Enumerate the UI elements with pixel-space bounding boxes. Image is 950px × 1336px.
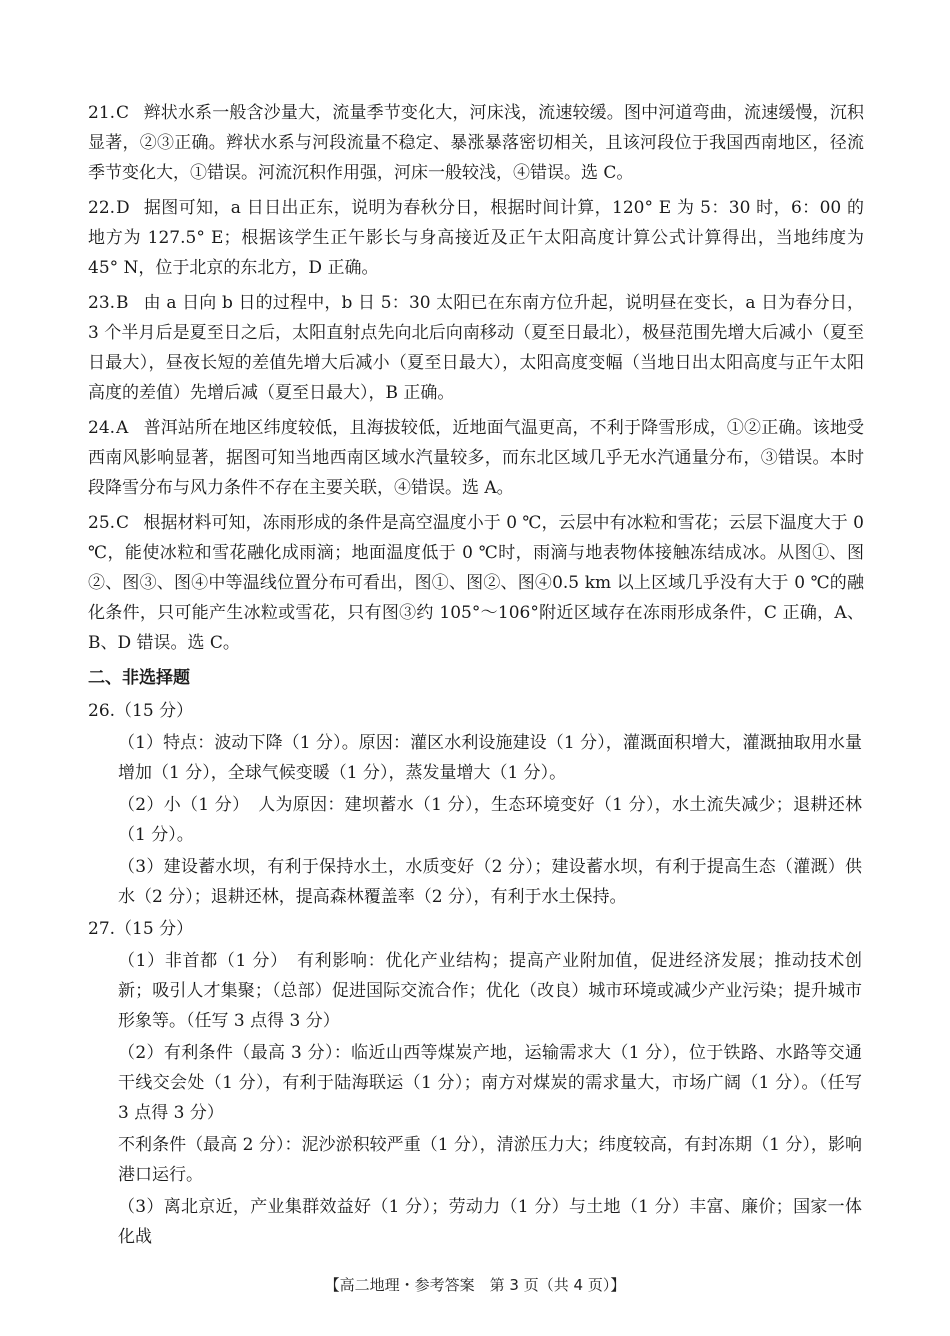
answer-letter: D bbox=[116, 198, 130, 218]
question-number: 24. bbox=[88, 418, 116, 438]
answer-letter: A bbox=[116, 418, 129, 438]
question-number: 23. bbox=[88, 293, 116, 313]
answer-item-21 bbox=[88, 98, 864, 188]
answer-letter: C bbox=[116, 103, 130, 123]
question-27-heading: 27.（15 分） bbox=[88, 919, 194, 939]
question-number: 21. bbox=[88, 103, 116, 123]
question-27-part-2-unfavorable: 不利条件（最高 2 分）：泥沙淤积较严重（1 分），清淤压力大；纬度较高，有封冻期（1 分），影响港口运行。 bbox=[118, 1135, 862, 1185]
question-27-part-2: （2）有利条件（最高 3 分）：临近山西等煤炭产地，运输需求大（1 分），位于铁路、水路等交通干线交会处（1 分），有利于陆海联运（1 分）；南方对煤炭的需求量大，市场广阔（1 分）。（任写 3 点得 3 分） bbox=[118, 1043, 862, 1123]
question-26-part-1: （1）特点：波动下降（1 分）。原因：灌区水利设施建设（1 分），灌溉面积增大，灌溉抽取用水量增加（1 分），全球气候变暖（1 分），蒸发量增大（1 分）。 bbox=[118, 733, 862, 783]
answer-explanation: 据图可知，a 日日出正东，说明为春秋分日，根据时间计算，120° E 为 5：30 时，6：00 的地方为 127.5° E；根据该学生正午影长与身高接近及正午太阳高度计算公式计算得出，当地纬度为 45° N，位于北京的东北方，D 正确。 bbox=[88, 198, 865, 278]
question-26-heading: 26.（15 分） bbox=[88, 701, 194, 721]
answer-letter: B bbox=[116, 293, 129, 313]
answer-item-23 bbox=[88, 288, 864, 408]
question-26-part-3: （3）建设蓄水坝，有利于保持水土，水质变好（2 分）；建设蓄水坝，有利于提高生态（灌溉）供水（2 分）；退耕还林，提高森林覆盖率（2 分），有利于水土保持。 bbox=[118, 857, 862, 907]
answer-explanation: 根据材料可知，冻雨形成的条件是高空温度小于 0 ℃，云层中有冰粒和雪花；云层下温度大于 0 ℃，能使冰粒和雪花融化成雨滴；地面温度低于 0 ℃时，雨滴与地表物体接触冻结成冰。从图①、图②、图③、图④中等温线位置分布可看出，图①、图②、图④0.5 km 以上区域几乎没有大于 0 ℃的融化条件，只可能产生冰粒或雪花，只有图③约 105°～106°附近区域存在冻雨形成条件，C 正确，A、B、D 错误。选 C。 bbox=[88, 513, 864, 653]
answer-explanation: 普洱站所在地区纬度较低，且海拔较低，近地面气温更高，不利于降雪形成，①②正确。该地受西南风影响显著，据图可知当地西南区域水汽量较多，而东北区域几乎无水汽通量分布，③错误。本时段降雪分布与风力条件不存在主要关联，④错误。选 A。 bbox=[88, 418, 864, 498]
question-number: 25. bbox=[88, 513, 116, 533]
answer-item-25 bbox=[88, 508, 864, 658]
question-27-part-1: （1）非首都（1 分） 有利影响：优化产业结构；提高产业附加值，促进经济发展；推动技术创新；吸引人才集聚；（总部）促进国际交流合作；优化（改良）城市环境或减少产业污染；提升城市形象等。（任写 3 点得 3 分） bbox=[118, 951, 862, 1031]
answer-explanation: 辫状水系一般含沙量大，流量季节变化大，河床浅，流速较缓。图中河道弯曲，流速缓慢，沉积显著，②③正确。辫状水系与河段流量不稳定、暴涨暴落密切相关，且该河段位于我国西南地区，径流季节变化大，①错误。河流沉积作用强，河床一般较浅，④错误。选 C。 bbox=[88, 103, 864, 183]
question-27-part-3: （3）离北京近，产业集群效益好（1 分）；劳动力（1 分）与土地（1 分）丰富、廉价；国家一体化战 bbox=[118, 1197, 862, 1247]
answer-content bbox=[88, 98, 864, 1254]
answer-letter: C bbox=[116, 513, 130, 533]
answer-explanation: 由 a 日向 b 日的过程中，b 日 5：30 太阳已在东南方位升起，说明昼在变长，a 日为春分日，3 个半月后是夏至日之后，太阳直射点先向北后向南移动（夏至日最北），极昼范围先增大后减小（夏至日最大），昼夜长短的差值先增大后减小（夏至日最大），太阳高度变幅（当地日出太阳高度与正午太阳高度的差值）先增后减（夏至日最大），B 正确。 bbox=[88, 293, 865, 403]
page-footer: 【高二地理・参考答案 第 3 页（共 4 页）】 bbox=[324, 1276, 626, 1294]
question-26-part-2: （2）小（1 分） 人为原因：建坝蓄水（1 分），生态环境变好（1 分），水土流失减少；退耕还林（1 分）。 bbox=[118, 795, 862, 845]
section-title: 二、非选择题 bbox=[88, 668, 190, 688]
question-number: 22. bbox=[88, 198, 116, 218]
answer-item-22 bbox=[88, 193, 864, 283]
answer-item-24 bbox=[88, 413, 864, 503]
